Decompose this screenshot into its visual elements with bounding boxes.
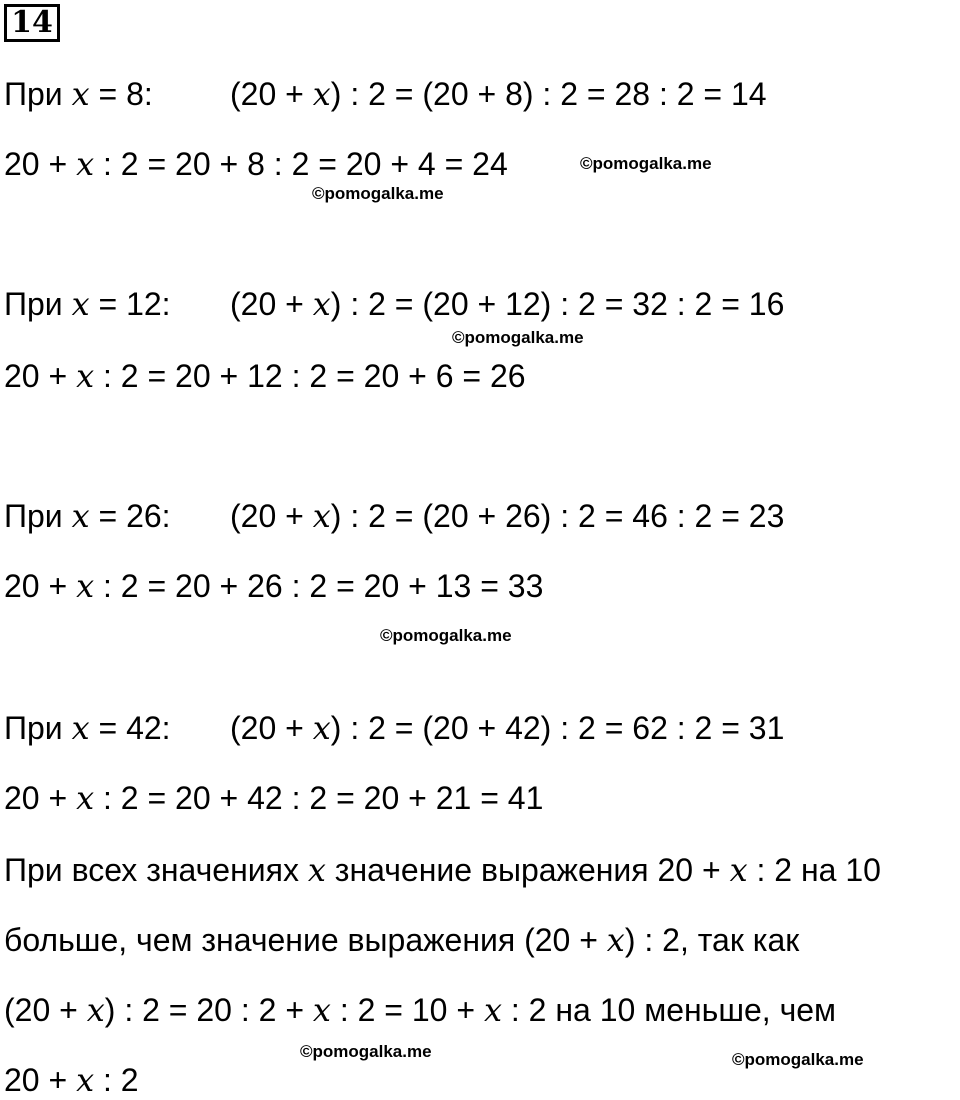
case-2-line-1: При 𝑥 = 12: (20 + 𝑥) : 2 = (20 + 12) : 2 = 32 : 2 = 16 xyxy=(4,285,785,323)
watermark: ©pomogalka.me xyxy=(300,1042,432,1061)
watermark: ©pomogalka.me xyxy=(380,626,512,645)
case-1-line-2: 20 + 𝑥 : 2 = 20 + 8 : 2 = 20 + 4 = 24 xyxy=(4,145,508,183)
conclusion-line-4: 20 + 𝑥 : 2 xyxy=(4,1061,139,1099)
watermark: ©pomogalka.me xyxy=(732,1050,864,1069)
case-3-line-1: При 𝑥 = 26: (20 + 𝑥) : 2 = (20 + 26) : 2 = 46 : 2 = 23 xyxy=(4,497,785,535)
conclusion-line-3: (20 + 𝑥) : 2 = 20 : 2 + 𝑥 : 2 = 10 + 𝑥 : 2 на 10 меньше, чем xyxy=(4,991,837,1029)
case-4-line-2: 20 + 𝑥 : 2 = 20 + 42 : 2 = 20 + 21 = 41 xyxy=(4,779,544,817)
task-number-box: 14 xyxy=(4,4,60,42)
watermark: ©pomogalka.me xyxy=(580,154,712,173)
case-3-line-2: 20 + 𝑥 : 2 = 20 + 26 : 2 = 20 + 13 = 33 xyxy=(4,567,544,605)
case-1-line-1: При 𝑥 = 8: (20 + 𝑥) : 2 = (20 + 8) : 2 = 28 : 2 = 14 xyxy=(4,75,767,113)
watermark: ©pomogalka.me xyxy=(312,184,444,203)
case-4-line-1: При 𝑥 = 42: (20 + 𝑥) : 2 = (20 + 42) : 2 = 62 : 2 = 31 xyxy=(4,709,785,747)
watermark: ©pomogalka.me xyxy=(452,328,584,347)
case-2-line-2: 20 + 𝑥 : 2 = 20 + 12 : 2 = 20 + 6 = 26 xyxy=(4,357,526,395)
conclusion-line-1: При всех значениях 𝑥 значение выражения 20 + 𝑥 : 2 на 10 xyxy=(4,851,881,889)
conclusion-line-2: больше, чем значение выражения (20 + 𝑥) : 2, так как xyxy=(4,921,800,959)
